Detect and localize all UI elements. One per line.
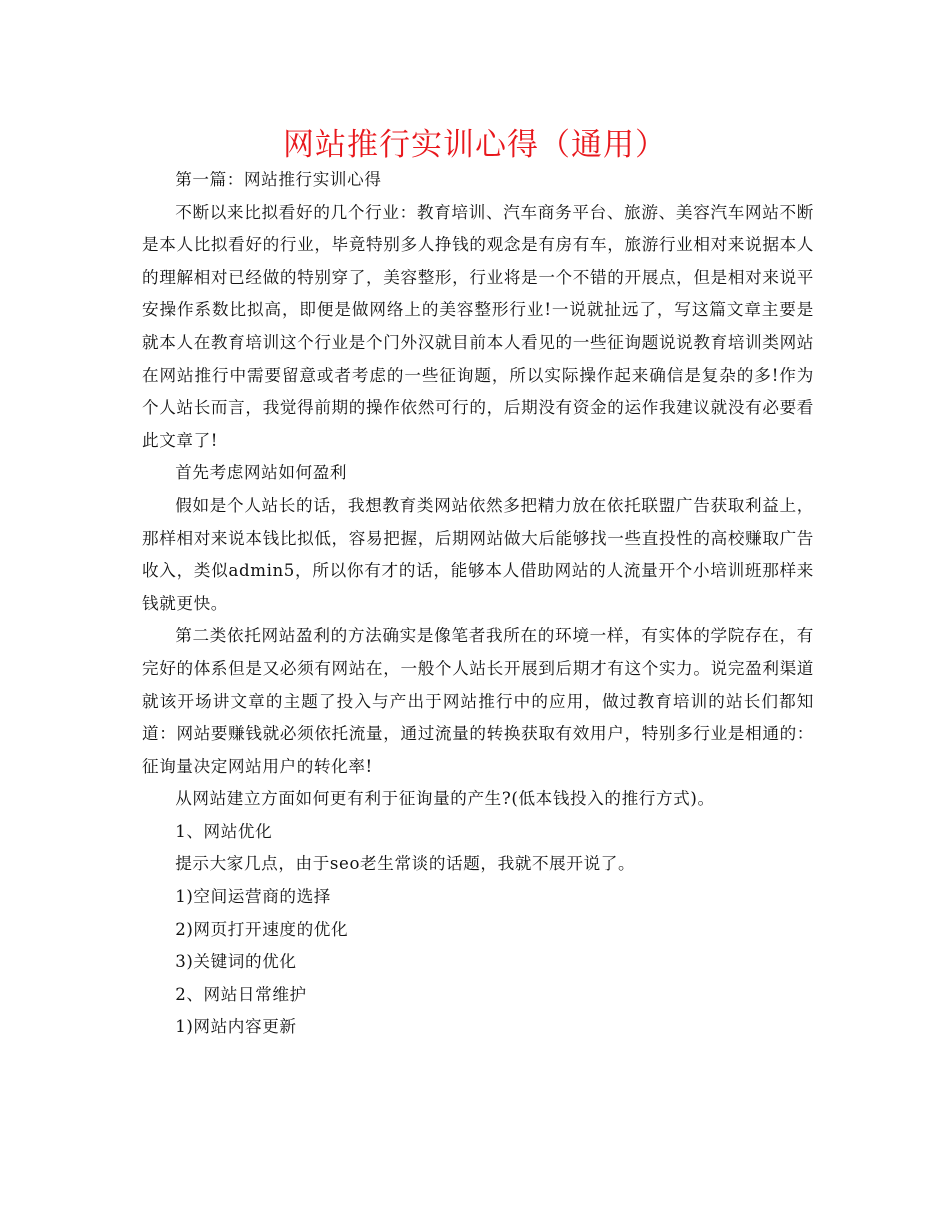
document-title: 网站推行实训心得（通用） <box>283 127 667 163</box>
section-heading-site-building: 从网站建立方面如何更有利于征询量的产生?(低本钱投入的推行方式)。 <box>175 789 715 809</box>
paragraph-personal-webmaster: 假如是个人站长的话，我想教育类网站依然多把精力放在依托联盟广告获取利益上，那样相对来说本钱比拟低，容易把握，后期网站做大后能够找一些直投性的高校赚取广告收入，类似admin5，所以你有才的话，能够本人借助网站的人流量开个小培训班那样来钱就更快。 <box>142 495 814 613</box>
section-heading-first-article: 第一篇：网站推行实训心得 <box>175 170 382 189</box>
document-body <box>142 164 814 1044</box>
paragraph-seo-note: 提示大家几点，由于seo老生常谈的话题，我就不展开说了。 <box>175 854 636 874</box>
list-heading-site-optimization: 1、网站优化 <box>175 821 273 841</box>
list-item-content-update: 1)网站内容更新 <box>175 1017 297 1037</box>
list-item-page-speed: 2)网页打开速度的优化 <box>175 919 349 939</box>
list-item-keywords: 3)关键词的优化 <box>175 952 297 972</box>
paragraph-second-method: 第二类依托网站盈利的方法确实是像笔者我所在的环境一样，有实体的学院存在，有完好的体系但是又必须有网站在，一般个人站长开展到后期才有这个实力。说完盈利渠道就该开场讲文章的主题了投入与产出于网站推行中的应用，做过教育培训的站长们都知道：网站要赚钱就必须依托流量，通过流量的转换获取有效用户，特别多行业是相通的：征询量决定网站用户的转化率! <box>142 626 814 776</box>
list-heading-daily-maintenance: 2、网站日常维护 <box>175 984 307 1004</box>
list-item-hosting-provider: 1)空间运营商的选择 <box>175 887 331 907</box>
paragraph-industries: 不断以来比拟看好的几个行业：教育培训、汽车商务平台、旅游、美容汽车网站不断是本人比拟看好的行业，毕竟特别多人挣钱的观念是有房有车，旅游行业相对来说据本人的理解相对已经做的特别穿了，美容整形，行业将是一个不错的开展点，但是相对来说平安操作系数比拟高，即便是做网络上的美容整形行业!一说就扯远了，写这篇文章主要是就本人在教育培训这个行业是个门外汉就目前本人看见的一些征询题说说教育培训类网站在网站推行中需要留意或者考虑的一些征询题，所以实际操作起来确信是复杂的多!作为个人站长而言，我觉得前期的操作依然可行的，后期没有资金的运作我建议就没有必要看此文章了! <box>142 202 814 450</box>
section-heading-profit: 首先考虑网站如何盈利 <box>175 463 348 483</box>
